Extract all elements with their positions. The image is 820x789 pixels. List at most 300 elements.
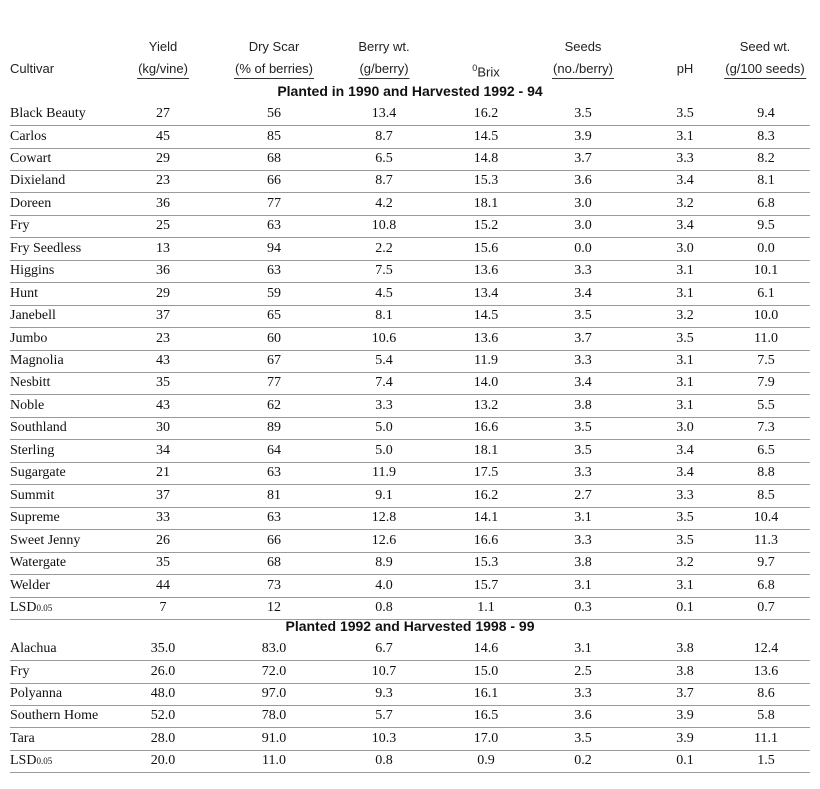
ph-value: 3.7 bbox=[676, 685, 694, 701]
berry-wt-value: 6.7 bbox=[375, 641, 393, 656]
brix-value: 13.6 bbox=[473, 263, 499, 279]
berry-wt-value: 9.3 bbox=[375, 685, 393, 701]
cultivar-name bbox=[10, 575, 50, 597]
seeds-value: 3.3 bbox=[574, 532, 592, 548]
brix-value: 16.6 bbox=[473, 420, 499, 436]
seeds-value: 3.5 bbox=[574, 106, 592, 121]
dry-scar-value: 83.0 bbox=[261, 641, 287, 656]
table-row bbox=[10, 683, 810, 706]
cultivar-name bbox=[10, 417, 67, 439]
seed-wt-value: 9.5 bbox=[757, 218, 775, 234]
yield-value: 33 bbox=[156, 510, 170, 526]
berry-wt-value: 12.8 bbox=[371, 510, 397, 526]
cultivar-name bbox=[10, 530, 80, 552]
cultivar-name bbox=[10, 683, 62, 705]
berry-wt-value: 9.1 bbox=[375, 487, 393, 503]
cultivar-name bbox=[10, 238, 81, 260]
yield-value: 30 bbox=[156, 420, 170, 436]
cultivar-name bbox=[10, 103, 86, 125]
cultivar-name-text: Magnolia bbox=[10, 352, 64, 368]
cultivar-name bbox=[10, 328, 47, 350]
ph-value: 3.1 bbox=[676, 263, 694, 279]
yield-value: 26.0 bbox=[150, 663, 176, 679]
table-row bbox=[10, 530, 810, 553]
yield-value: 35.0 bbox=[150, 641, 176, 656]
cultivar-name-text: Carlos bbox=[10, 128, 47, 144]
cultivar-name-text: Doreen bbox=[10, 195, 52, 211]
cultivar-name bbox=[10, 728, 35, 750]
berry-wt-value: 10.6 bbox=[371, 330, 397, 346]
cultivar-name-text: Black Beauty bbox=[10, 106, 86, 121]
brix-value: 18.1 bbox=[473, 195, 499, 211]
seeds-value: 0.3 bbox=[574, 599, 592, 615]
yield-value: 48.0 bbox=[150, 685, 176, 701]
seed-wt-value: 11.3 bbox=[754, 532, 778, 548]
berry-wt-value: 8.7 bbox=[375, 128, 393, 144]
berry-wt-value: 0.8 bbox=[375, 753, 393, 769]
brix-value: 16.6 bbox=[473, 532, 499, 548]
ph-value: 3.1 bbox=[676, 285, 694, 301]
berry-wt-value: 10.7 bbox=[371, 663, 397, 679]
ph-value: 3.5 bbox=[676, 330, 694, 346]
brix-value: 14.8 bbox=[473, 150, 499, 166]
table-row bbox=[10, 440, 810, 463]
table-row bbox=[10, 215, 810, 238]
seeds-value: 3.4 bbox=[574, 375, 592, 391]
yield-value: 7 bbox=[159, 599, 167, 615]
cultivar-name bbox=[10, 638, 57, 660]
cultivar-name-text: LSD bbox=[10, 753, 37, 769]
dry-scar-value: 63 bbox=[267, 263, 281, 279]
yield-value: 36 bbox=[156, 263, 170, 279]
seeds-value: 3.9 bbox=[574, 128, 592, 144]
seeds-value: 3.5 bbox=[574, 442, 592, 458]
cultivar-name-text: Fry bbox=[10, 218, 30, 234]
dry-scar-value: 64 bbox=[267, 442, 281, 458]
cultivar-name-text: Summit bbox=[10, 487, 55, 503]
seeds-value: 3.4 bbox=[574, 285, 592, 301]
seeds-value: 2.5 bbox=[574, 663, 592, 679]
cultivar-name bbox=[10, 462, 66, 484]
dry-scar-value: 73 bbox=[267, 577, 281, 593]
table-row bbox=[10, 170, 810, 193]
dry-scar-value: 63 bbox=[267, 465, 281, 481]
ph-value: 3.1 bbox=[676, 577, 694, 593]
cultivar-name-text: Higgins bbox=[10, 263, 55, 279]
seed-wt-value: 0.7 bbox=[757, 599, 775, 615]
seeds-value: 0.0 bbox=[574, 240, 592, 256]
header-seeds-line2: (no./berry) bbox=[552, 59, 614, 79]
table-row bbox=[10, 148, 810, 171]
ph-value: 3.4 bbox=[676, 218, 694, 234]
brix-value: 18.1 bbox=[473, 442, 499, 458]
seed-wt-value: 7.5 bbox=[757, 352, 775, 368]
cultivar-name bbox=[10, 705, 98, 727]
yield-value: 29 bbox=[156, 285, 170, 301]
yield-value: 36 bbox=[156, 195, 170, 211]
cultivar-name bbox=[10, 193, 51, 215]
yield-value: 26 bbox=[156, 532, 170, 548]
ph-value: 3.4 bbox=[676, 465, 694, 481]
brix-value: 14.5 bbox=[473, 308, 499, 323]
cultivar-name bbox=[10, 395, 44, 417]
cultivar-name bbox=[10, 170, 65, 192]
seed-wt-value: 8.8 bbox=[757, 465, 775, 481]
brix-value: 16.2 bbox=[473, 487, 499, 503]
cultivar-name-text: LSD bbox=[10, 599, 37, 615]
header-seed-wt-line1: Seed wt. bbox=[739, 39, 791, 54]
cultivar-name-text: Supreme bbox=[10, 510, 60, 526]
berry-wt-value: 5.7 bbox=[375, 708, 393, 724]
table-row bbox=[10, 462, 810, 485]
brix-value: 15.7 bbox=[473, 577, 499, 593]
header-brix-degree: 0 bbox=[472, 63, 478, 73]
berry-wt-value: 10.3 bbox=[371, 730, 397, 746]
yield-value: 34 bbox=[156, 442, 170, 458]
table-row bbox=[10, 638, 810, 661]
seeds-value: 3.3 bbox=[574, 263, 592, 279]
brix-value: 13.4 bbox=[473, 285, 499, 301]
header-seed-wt-line2: (g/100 seeds) bbox=[724, 59, 806, 79]
berry-wt-value: 5.0 bbox=[375, 442, 393, 458]
brix-value: 11.9 bbox=[474, 352, 498, 368]
seed-wt-value: 6.5 bbox=[757, 442, 775, 458]
cultivar-name bbox=[10, 350, 64, 372]
seeds-value: 3.7 bbox=[574, 330, 592, 346]
seed-wt-value: 5.5 bbox=[757, 397, 775, 413]
ph-value: 0.1 bbox=[676, 753, 694, 769]
ph-value: 3.1 bbox=[676, 375, 694, 391]
berry-wt-value: 8.7 bbox=[375, 173, 393, 189]
seeds-value: 3.5 bbox=[574, 308, 592, 323]
brix-value: 15.6 bbox=[473, 240, 499, 256]
dry-scar-value: 68 bbox=[267, 555, 281, 570]
cultivar-name-text: Fry Seedless bbox=[10, 240, 82, 256]
cultivar-name bbox=[10, 661, 29, 683]
cultivar-name-text: Janebell bbox=[10, 308, 56, 323]
brix-value: 16.5 bbox=[473, 708, 499, 724]
header-brix bbox=[472, 59, 499, 81]
cultivar-name-text: Welder bbox=[10, 577, 51, 593]
table-row bbox=[10, 705, 810, 728]
cultivar-name bbox=[10, 485, 54, 507]
ph-value: 3.1 bbox=[676, 352, 694, 368]
berry-wt-value: 5.0 bbox=[375, 420, 393, 436]
dry-scar-value: 91.0 bbox=[261, 730, 287, 746]
dry-scar-value: 85 bbox=[267, 128, 281, 144]
yield-value: 29 bbox=[156, 150, 170, 166]
ph-value: 3.2 bbox=[676, 555, 694, 570]
section-title: Planted in 1990 and Harvested 1992 - 94 bbox=[277, 83, 543, 99]
dry-scar-value: 66 bbox=[267, 532, 281, 548]
header-berry-wt-line1: Berry wt. bbox=[358, 39, 410, 54]
dry-scar-value: 77 bbox=[267, 195, 281, 211]
yield-value: 43 bbox=[156, 352, 170, 368]
seed-wt-value: 10.0 bbox=[753, 308, 779, 323]
cultivar-name bbox=[10, 215, 29, 237]
dry-scar-value: 12 bbox=[267, 599, 281, 615]
ph-value: 3.5 bbox=[676, 510, 694, 526]
berry-wt-value: 11.9 bbox=[372, 465, 396, 481]
cultivar-name bbox=[10, 305, 56, 327]
ph-value: 3.2 bbox=[676, 308, 694, 323]
ph-value: 3.0 bbox=[676, 420, 694, 436]
yield-value: 35 bbox=[156, 375, 170, 391]
cultivar-name-text: Sweet Jenny bbox=[10, 532, 81, 548]
cultivar-name bbox=[10, 260, 54, 282]
yield-value: 43 bbox=[156, 397, 170, 413]
brix-value: 17.5 bbox=[473, 465, 499, 481]
seed-wt-value: 10.1 bbox=[753, 263, 779, 279]
cultivar-name-text: Southland bbox=[10, 420, 67, 436]
header-yield-line1: Yield bbox=[148, 39, 178, 54]
brix-value: 15.3 bbox=[473, 555, 499, 570]
dry-scar-value: 63 bbox=[267, 218, 281, 234]
dry-scar-value: 59 bbox=[267, 285, 281, 301]
table-row bbox=[10, 575, 810, 598]
ph-value: 3.5 bbox=[676, 532, 694, 548]
brix-value: 15.0 bbox=[473, 663, 499, 679]
seed-wt-value: 12.4 bbox=[753, 641, 779, 656]
seed-wt-value: 6.8 bbox=[757, 577, 775, 593]
seeds-value: 3.3 bbox=[574, 685, 592, 701]
ph-value: 3.0 bbox=[676, 240, 694, 256]
table-row bbox=[10, 103, 810, 126]
seed-wt-value: 8.2 bbox=[757, 150, 775, 166]
cultivar-name bbox=[10, 148, 51, 170]
cultivar-name-text: Noble bbox=[10, 397, 45, 413]
ph-value: 3.5 bbox=[676, 106, 694, 121]
brix-value: 13.2 bbox=[473, 397, 499, 413]
yield-value: 20.0 bbox=[150, 753, 176, 769]
berry-wt-value: 6.5 bbox=[375, 150, 393, 166]
header-berry-wt-line2: (g/berry) bbox=[358, 59, 409, 79]
dry-scar-value: 81 bbox=[267, 487, 281, 503]
dry-scar-value: 66 bbox=[267, 173, 281, 189]
seeds-value: 3.5 bbox=[574, 730, 592, 746]
table-row bbox=[10, 552, 810, 575]
berry-wt-value: 3.3 bbox=[375, 397, 393, 413]
section-title: Planted 1992 and Harvested 1998 - 99 bbox=[285, 618, 535, 634]
yield-value: 23 bbox=[156, 330, 170, 346]
cultivar-name bbox=[10, 750, 52, 772]
ph-value: 3.8 bbox=[676, 641, 694, 656]
berry-wt-value: 8.9 bbox=[375, 555, 393, 570]
brix-value: 17.0 bbox=[473, 730, 499, 746]
dry-scar-value: 63 bbox=[267, 510, 281, 526]
yield-value: 37 bbox=[156, 308, 170, 323]
berry-wt-value: 4.5 bbox=[375, 285, 393, 301]
brix-value: 15.3 bbox=[473, 173, 499, 189]
ph-value: 3.4 bbox=[676, 442, 694, 458]
yield-value: 27 bbox=[156, 106, 170, 121]
dry-scar-value: 11.0 bbox=[262, 753, 286, 769]
dry-scar-value: 78.0 bbox=[261, 708, 287, 724]
brix-value: 14.1 bbox=[473, 510, 499, 526]
cultivar-name-text: Sterling bbox=[10, 442, 55, 458]
seeds-value: 3.1 bbox=[574, 641, 592, 656]
table-row bbox=[10, 507, 810, 530]
cultivar-name-text: Dixieland bbox=[10, 173, 66, 189]
yield-value: 45 bbox=[156, 128, 170, 144]
berry-wt-value: 7.4 bbox=[375, 375, 393, 391]
seeds-value: 3.8 bbox=[574, 555, 592, 570]
seeds-value: 3.6 bbox=[574, 708, 592, 724]
cultivar-name bbox=[10, 552, 66, 574]
yield-value: 35 bbox=[156, 555, 170, 570]
seed-wt-value: 13.6 bbox=[753, 663, 779, 679]
table-row bbox=[10, 238, 810, 261]
ph-value: 3.8 bbox=[676, 663, 694, 679]
brix-value: 15.2 bbox=[473, 218, 499, 234]
seeds-value: 3.5 bbox=[574, 420, 592, 436]
cultivar-name bbox=[10, 372, 50, 394]
ph-value: 3.3 bbox=[676, 150, 694, 166]
cultivar-name-text: Polyanna bbox=[10, 685, 63, 701]
dry-scar-value: 72.0 bbox=[261, 663, 287, 679]
seed-wt-value: 8.5 bbox=[757, 487, 775, 503]
dry-scar-value: 65 bbox=[267, 308, 281, 323]
seeds-value: 3.1 bbox=[574, 510, 592, 526]
cultivar-name-text: Hunt bbox=[10, 285, 38, 301]
table-row bbox=[10, 328, 810, 351]
seeds-value: 0.2 bbox=[574, 753, 592, 769]
brix-value: 14.0 bbox=[473, 375, 499, 391]
seeds-value: 3.3 bbox=[574, 465, 592, 481]
cultivar-name bbox=[10, 440, 54, 462]
lsd-subscript: 0.05 bbox=[36, 602, 53, 613]
seed-wt-value: 11.0 bbox=[754, 330, 778, 346]
cultivar-name-text: Watergate bbox=[10, 555, 67, 570]
berry-wt-value: 4.2 bbox=[375, 195, 393, 211]
cultivar-name-text: Jumbo bbox=[10, 330, 48, 346]
cultivar-name-text: Alachua bbox=[10, 641, 57, 656]
seed-wt-value: 9.7 bbox=[757, 555, 775, 570]
table-row bbox=[10, 728, 810, 751]
cultivar-name-text: Nesbitt bbox=[10, 375, 51, 391]
seed-wt-value: 6.1 bbox=[757, 285, 775, 301]
cultivar-name bbox=[10, 126, 47, 148]
brix-value: 14.6 bbox=[473, 641, 499, 656]
lsd-subscript: 0.05 bbox=[36, 756, 53, 767]
yield-value: 23 bbox=[156, 173, 170, 189]
seed-wt-value: 7.3 bbox=[757, 420, 775, 436]
seed-wt-value: 11.1 bbox=[754, 730, 778, 746]
dry-scar-value: 60 bbox=[267, 330, 281, 346]
berry-wt-value: 2.2 bbox=[375, 240, 393, 256]
header-seeds-line1: Seeds bbox=[564, 39, 602, 54]
ph-value: 3.1 bbox=[676, 397, 694, 413]
table-row bbox=[10, 485, 810, 508]
berry-wt-value: 7.5 bbox=[375, 263, 393, 279]
dry-scar-value: 94 bbox=[267, 240, 281, 256]
cultivar-name bbox=[10, 283, 38, 305]
table-row bbox=[10, 193, 810, 216]
seeds-value: 3.1 bbox=[574, 577, 592, 593]
seeds-value: 3.8 bbox=[574, 397, 592, 413]
table-row bbox=[10, 417, 810, 440]
seeds-value: 2.7 bbox=[574, 487, 592, 503]
header-dry-scar-line1: Dry Scar bbox=[248, 39, 300, 54]
brix-value: 0.9 bbox=[477, 753, 495, 769]
seed-wt-value: 8.6 bbox=[757, 685, 775, 701]
berry-wt-value: 0.8 bbox=[375, 599, 393, 615]
berry-wt-value: 5.4 bbox=[375, 352, 393, 368]
ph-value: 3.9 bbox=[676, 708, 694, 724]
table-row bbox=[10, 350, 810, 373]
seeds-value: 3.6 bbox=[574, 173, 592, 189]
seed-wt-value: 10.4 bbox=[753, 510, 779, 526]
seed-wt-value: 7.9 bbox=[757, 375, 775, 391]
table-row bbox=[10, 126, 810, 149]
yield-value: 44 bbox=[156, 577, 170, 593]
dry-scar-value: 89 bbox=[267, 420, 281, 436]
seed-wt-value: 1.5 bbox=[757, 753, 775, 769]
dry-scar-value: 56 bbox=[267, 106, 281, 121]
cultivar-name bbox=[10, 507, 60, 529]
cultivar-name-text: Cowart bbox=[10, 150, 52, 166]
table-row bbox=[10, 260, 810, 283]
seeds-value: 3.7 bbox=[574, 150, 592, 166]
brix-value: 1.1 bbox=[477, 599, 495, 615]
berry-wt-value: 4.0 bbox=[375, 577, 393, 593]
header-brix-label: Brix bbox=[477, 64, 500, 80]
seeds-value: 3.0 bbox=[574, 218, 592, 234]
cultivar-name-text: Fry bbox=[10, 663, 30, 679]
seeds-value: 3.3 bbox=[574, 352, 592, 368]
dry-scar-value: 97.0 bbox=[261, 685, 287, 701]
cultivar-name-text: Sugargate bbox=[10, 465, 66, 481]
ph-value: 3.4 bbox=[676, 173, 694, 189]
table-row bbox=[10, 283, 810, 306]
yield-value: 37 bbox=[156, 487, 170, 503]
seeds-value: 3.0 bbox=[574, 195, 592, 211]
header-cultivar: Cultivar bbox=[10, 61, 55, 76]
berry-wt-value: 13.4 bbox=[371, 106, 397, 121]
yield-value: 52.0 bbox=[150, 708, 176, 724]
ph-value: 3.1 bbox=[676, 128, 694, 144]
seed-wt-value: 8.3 bbox=[757, 128, 775, 144]
yield-value: 28.0 bbox=[150, 730, 176, 746]
yield-value: 21 bbox=[156, 465, 170, 481]
table-row bbox=[10, 372, 810, 395]
dry-scar-value: 68 bbox=[267, 150, 281, 166]
ph-value: 0.1 bbox=[676, 599, 694, 615]
seed-wt-value: 9.4 bbox=[757, 106, 775, 121]
dry-scar-value: 77 bbox=[267, 375, 281, 391]
header-dry-scar-line2: (% of berries) bbox=[234, 59, 314, 79]
dry-scar-value: 62 bbox=[267, 397, 281, 413]
berry-wt-value: 8.1 bbox=[375, 308, 393, 323]
ph-value: 3.2 bbox=[676, 195, 694, 211]
yield-value: 25 bbox=[156, 218, 170, 234]
berry-wt-value: 12.6 bbox=[371, 532, 397, 548]
header-yield-line2: (kg/vine) bbox=[137, 59, 189, 79]
brix-value: 16.1 bbox=[473, 685, 499, 701]
seed-wt-value: 8.1 bbox=[757, 173, 775, 189]
table-row bbox=[10, 750, 810, 773]
seed-wt-value: 0.0 bbox=[757, 240, 775, 256]
brix-value: 16.2 bbox=[473, 106, 499, 121]
ph-value: 3.3 bbox=[676, 487, 694, 503]
seed-wt-value: 5.8 bbox=[757, 708, 775, 724]
yield-value: 13 bbox=[156, 240, 170, 256]
header-ph: pH bbox=[676, 61, 694, 76]
dry-scar-value: 67 bbox=[267, 352, 281, 368]
seed-wt-value: 6.8 bbox=[757, 195, 775, 211]
brix-value: 14.5 bbox=[473, 128, 499, 144]
table-row bbox=[10, 661, 810, 684]
